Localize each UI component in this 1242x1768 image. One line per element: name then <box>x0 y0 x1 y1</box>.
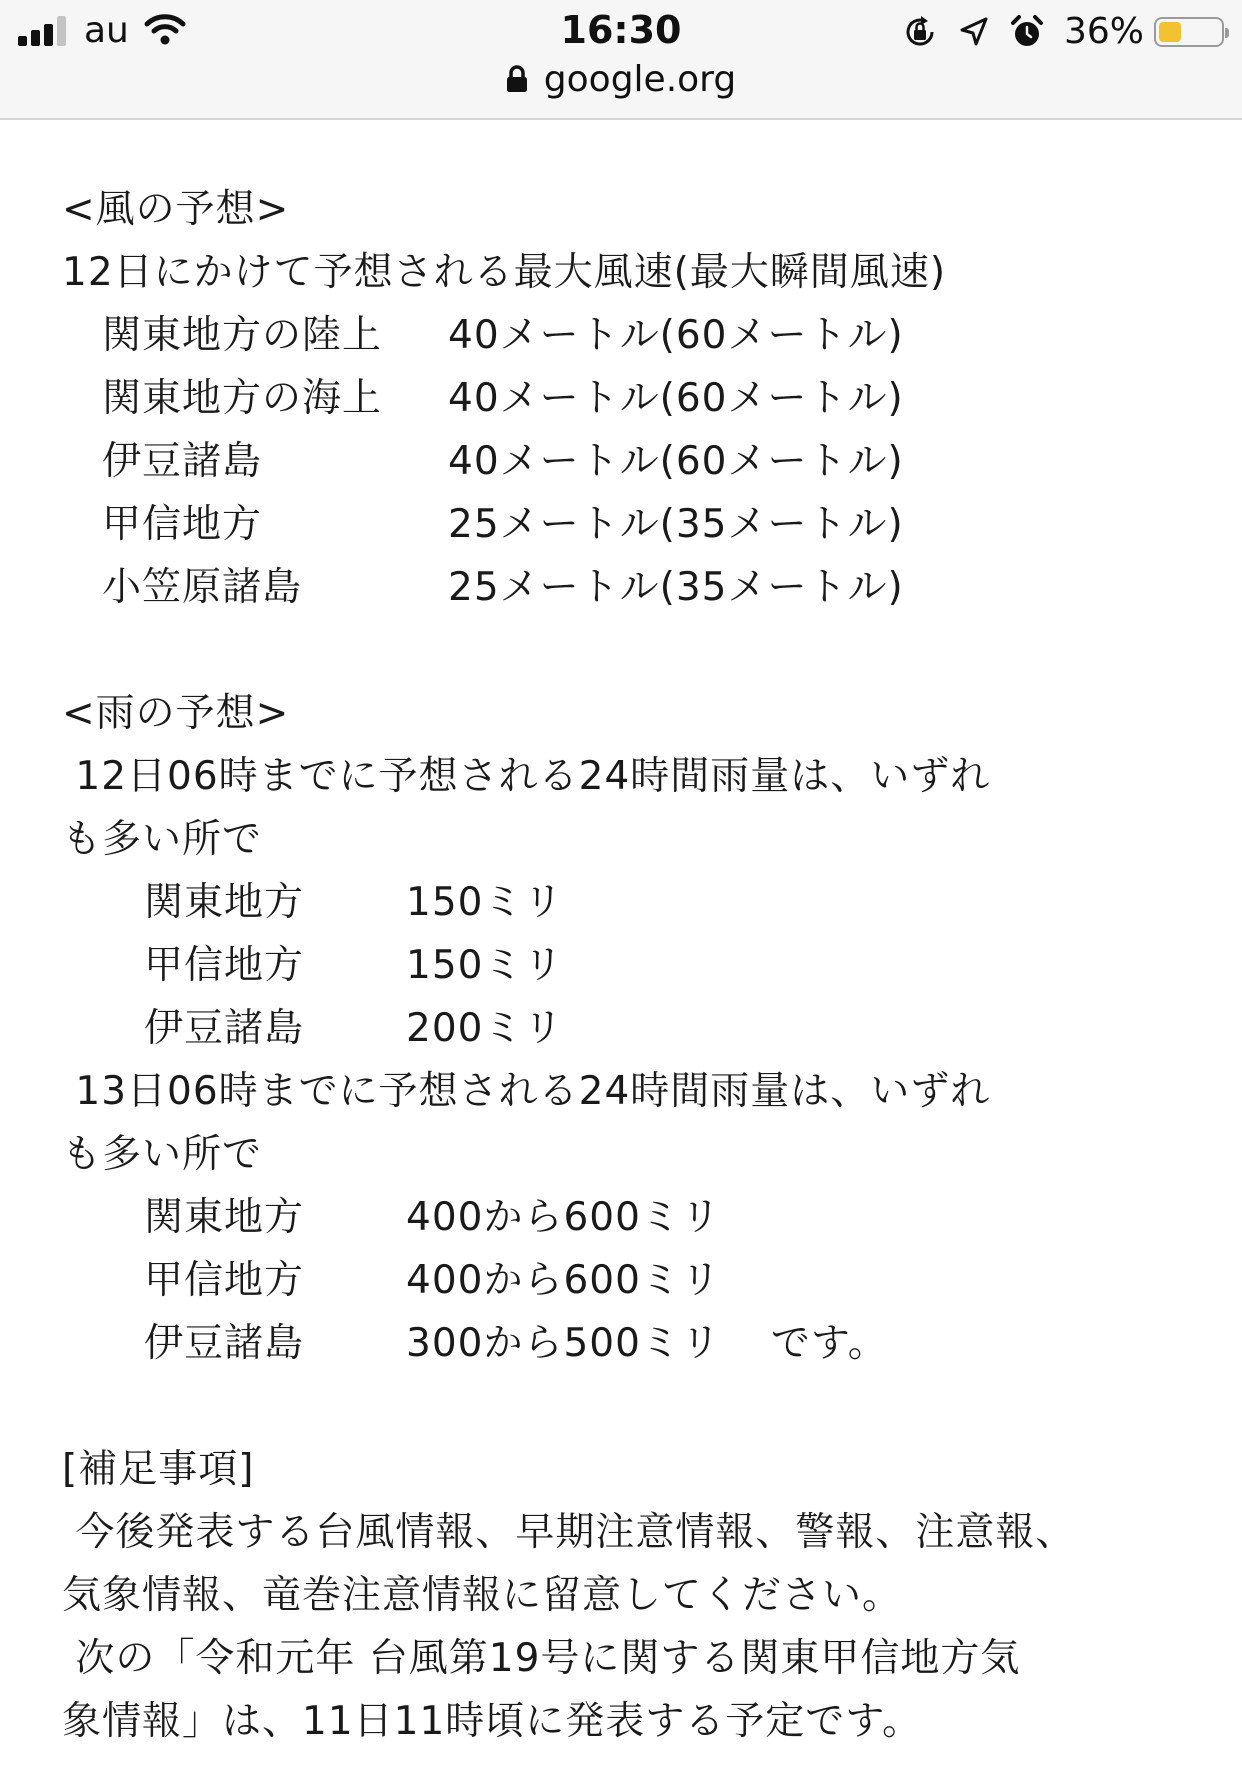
rain-area: 伊豆諸島 <box>144 1321 305 1366</box>
rain-value: 200ミリ <box>406 1006 564 1051</box>
wind-row <box>62 556 1202 619</box>
wind-value: 25メートル(35メートル) <box>448 502 904 547</box>
wind-value: 25メートル(35メートル) <box>448 565 904 610</box>
battery-percent: 36% <box>1063 11 1144 52</box>
spacer <box>62 1375 1202 1438</box>
wind-intro: 12日にかけて予想される最大風速(最大瞬間風速) <box>62 250 947 295</box>
status-bar <box>0 0 1242 120</box>
alarm-icon <box>1010 14 1044 50</box>
rain-period1-intro-cont: も多い所で <box>62 817 263 862</box>
location-arrow-icon <box>958 16 990 48</box>
carrier-name: au <box>84 10 129 51</box>
rain-value: 300から500ミリ <box>406 1321 721 1366</box>
rain-row <box>62 934 1202 997</box>
wind-row <box>62 430 1202 493</box>
rain-value: 150ミリ <box>406 880 564 925</box>
wind-row <box>62 493 1202 556</box>
wind-area: 関東地方の陸上 <box>102 313 383 358</box>
rain-area: 関東地方 <box>144 880 305 925</box>
wind-area: 小笠原諸島 <box>102 565 303 610</box>
wind-value: 40メートル(60メートル) <box>448 313 904 358</box>
rain-row <box>62 1312 1202 1375</box>
rain-value: 150ミリ <box>406 943 564 988</box>
rain-tail: です。 <box>770 1321 888 1366</box>
orientation-lock-icon <box>902 14 938 50</box>
status-time: 16:30 <box>560 8 682 52</box>
article-body <box>62 178 1202 1753</box>
wind-forecast-section <box>62 178 1202 619</box>
rain-value: 400から600ミリ <box>406 1258 721 1303</box>
notes-line: 気象情報、竜巻注意情報に留意してください。 <box>62 1573 903 1618</box>
rain-area: 甲信地方 <box>144 943 305 988</box>
rain-period2-intro-cont: も多い所で <box>62 1132 263 1177</box>
rain-period1-intro: 12日06時までに予想される24時間雨量は、いずれ <box>62 754 991 799</box>
notes-section <box>62 1438 1202 1753</box>
wind-area: 甲信地方 <box>102 502 263 547</box>
spacer <box>62 619 1202 682</box>
rain-forecast-section <box>62 682 1202 1375</box>
wind-value: 40メートル(60メートル) <box>448 376 904 421</box>
lock-icon <box>506 65 528 93</box>
status-indicators <box>902 10 1224 54</box>
wind-area: 伊豆諸島 <box>102 439 263 484</box>
wind-value: 40メートル(60メートル) <box>448 439 904 484</box>
rain-row <box>62 871 1202 934</box>
notes-line: 今後発表する台風情報、早期注意情報、警報、注意報、 <box>62 1510 1076 1555</box>
wind-heading: <風の予想> <box>62 187 290 232</box>
rain-value: 400から600ミリ <box>406 1195 721 1240</box>
wind-row <box>62 367 1202 430</box>
rain-row <box>62 1186 1202 1249</box>
address-bar[interactable] <box>0 58 1242 102</box>
rain-area: 伊豆諸島 <box>144 1006 305 1051</box>
rain-period2-intro: 13日06時までに予想される24時間雨量は、いずれ <box>62 1069 991 1114</box>
rain-row <box>62 1249 1202 1312</box>
page-url: google.org <box>543 59 737 100</box>
notes-line: 象情報」は、11日11時頃に発表する予定です。 <box>62 1699 923 1744</box>
battery-icon <box>1154 17 1224 47</box>
battery-nub <box>1225 28 1229 38</box>
rain-heading: <雨の予想> <box>62 691 290 736</box>
wind-row <box>62 304 1202 367</box>
notes-heading: [補足事項] <box>62 1447 255 1492</box>
wind-area: 関東地方の海上 <box>102 376 383 421</box>
rain-area: 関東地方 <box>144 1195 305 1240</box>
rain-area: 甲信地方 <box>144 1258 305 1303</box>
rain-row <box>62 997 1202 1060</box>
notes-line: 次の「令和元年 台風第19号に関する関東甲信地方気 <box>62 1636 1021 1681</box>
battery-fill <box>1159 22 1181 42</box>
